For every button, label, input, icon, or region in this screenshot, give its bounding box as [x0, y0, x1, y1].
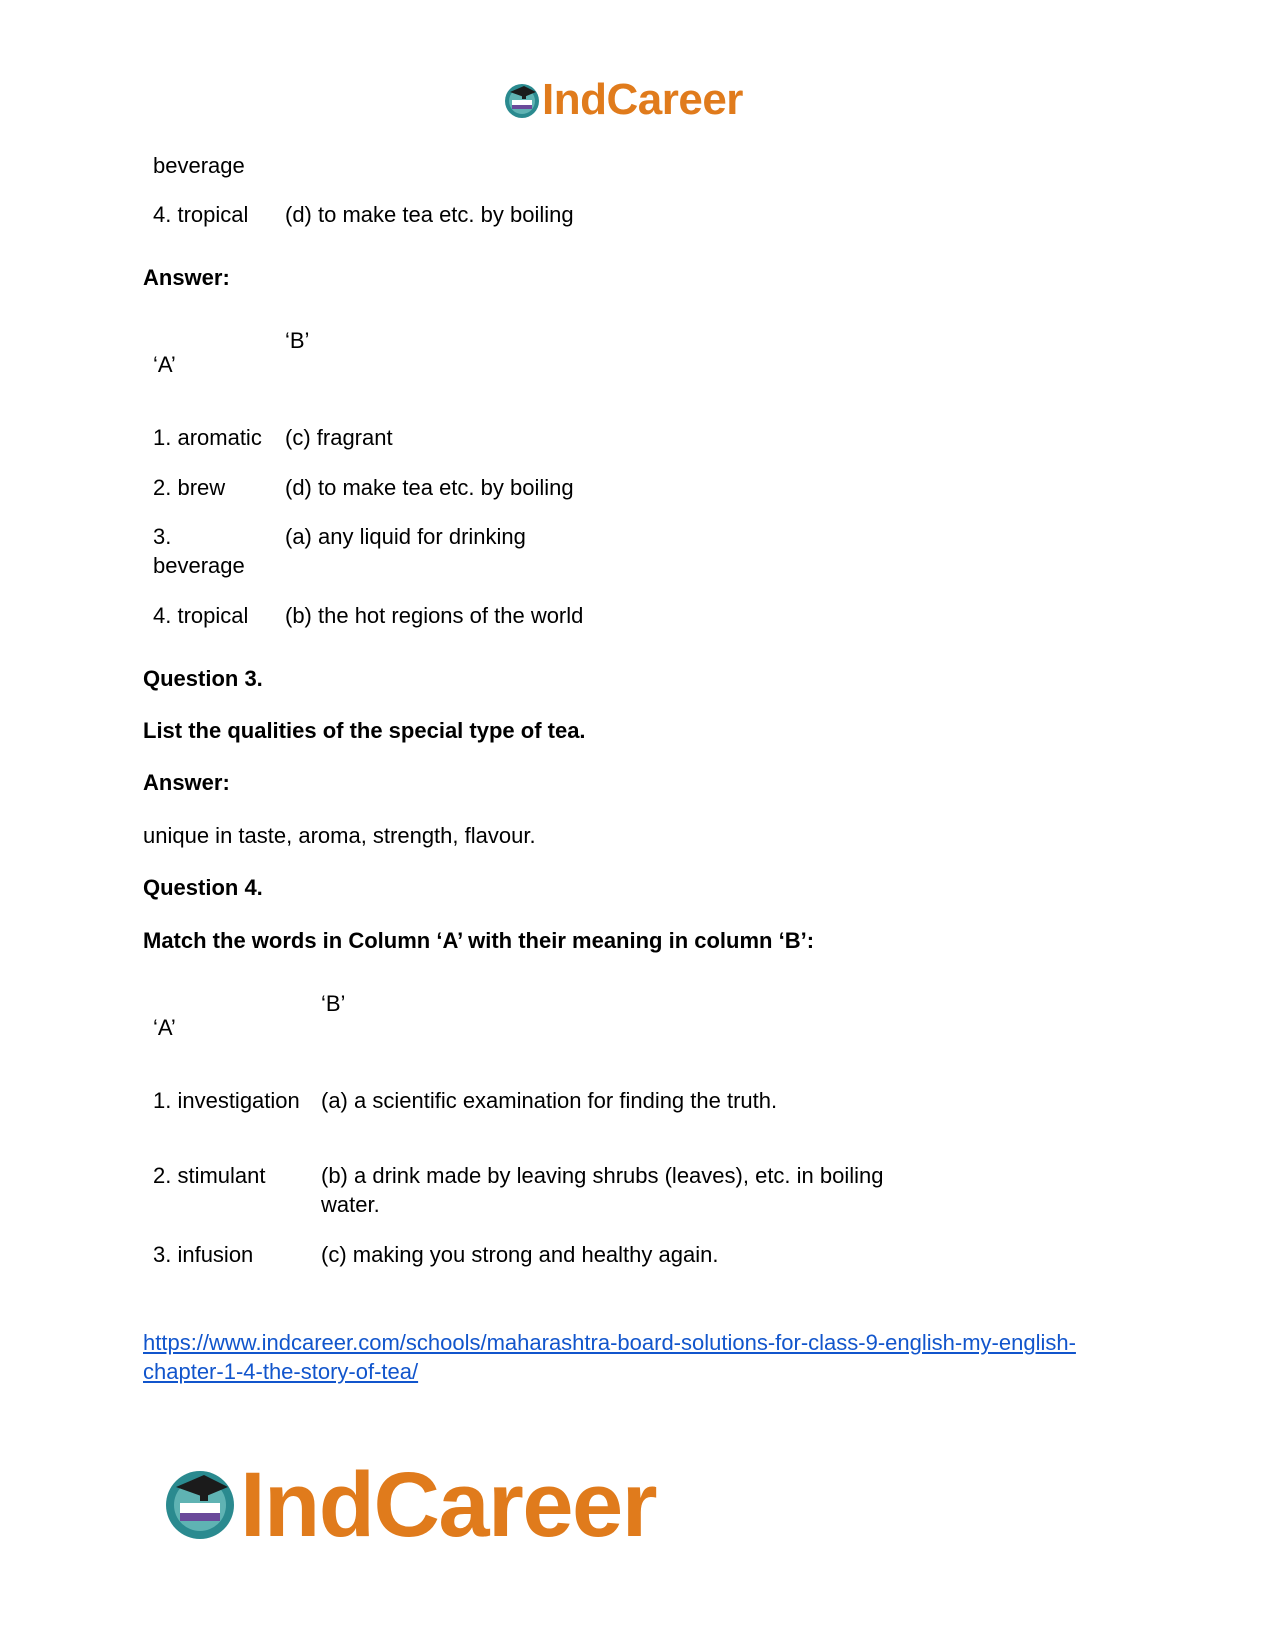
- table-cell-a: 3.: [153, 524, 172, 549]
- table-cell-a: 1. investigation: [153, 1088, 300, 1113]
- table-cell-a: 2. brew: [153, 475, 226, 500]
- column-header-b: ‘B’: [285, 328, 310, 353]
- table-cell-b: (b) a drink made by leaving shrubs (leaves), etc. in boiling: [321, 1163, 884, 1188]
- question-title: Question 4.: [143, 875, 263, 900]
- table-cell-a-cont: beverage: [153, 553, 245, 578]
- table-cell-a: 1. aromatic: [153, 425, 262, 450]
- table-cell-b: (a) any liquid for drinking: [285, 524, 526, 549]
- table-cell-a: 4. tropical: [153, 603, 249, 628]
- table-cell-b-cont: water.: [321, 1192, 380, 1217]
- column-header-a: ‘A’: [153, 352, 176, 377]
- table-cell-b: (a) a scientific examination for finding the truth.: [321, 1088, 778, 1113]
- question-prompt: Match the words in Column ‘A’ with their meaning in column ‘B’:: [143, 928, 815, 953]
- table-cell-b: (c) fragrant: [285, 425, 393, 450]
- logo-wordmark: IndCareer: [542, 75, 743, 124]
- table-cell-b: (b) the hot regions of the world: [285, 603, 584, 628]
- graduation-globe-icon: [502, 80, 542, 120]
- column-header-a: ‘A’: [153, 1015, 176, 1040]
- logo-wordmark: IndCareer: [240, 1454, 656, 1556]
- table-cell-a: 3. infusion: [153, 1242, 254, 1267]
- source-link[interactable]: https://www.indcareer.com/schools/maharashtra-board-solutions-for-class-9-english-my-english-: [143, 1330, 1076, 1355]
- table-cell-b: (c) making you strong and healthy again.: [321, 1242, 719, 1267]
- table-cell-a: beverage: [153, 153, 245, 178]
- table-cell-b: (d) to make tea etc. by boiling: [285, 202, 574, 227]
- answer-label: Answer:: [143, 770, 230, 795]
- table-cell-b: (d) to make tea etc. by boiling: [285, 475, 574, 500]
- answer-text: unique in taste, aroma, strength, flavour.: [143, 823, 536, 848]
- graduation-globe-icon: [160, 1463, 240, 1543]
- question-prompt: List the qualities of the special type of tea.: [143, 718, 586, 743]
- question-title: Question 3.: [143, 666, 263, 691]
- source-link-cont[interactable]: chapter-1-4-the-story-of-tea/: [143, 1359, 419, 1384]
- table-cell-a: 4. tropical: [153, 202, 249, 227]
- table-cell-a: 2. stimulant: [153, 1163, 266, 1188]
- answer-label: Answer:: [143, 265, 230, 290]
- column-header-b: ‘B’: [321, 991, 346, 1016]
